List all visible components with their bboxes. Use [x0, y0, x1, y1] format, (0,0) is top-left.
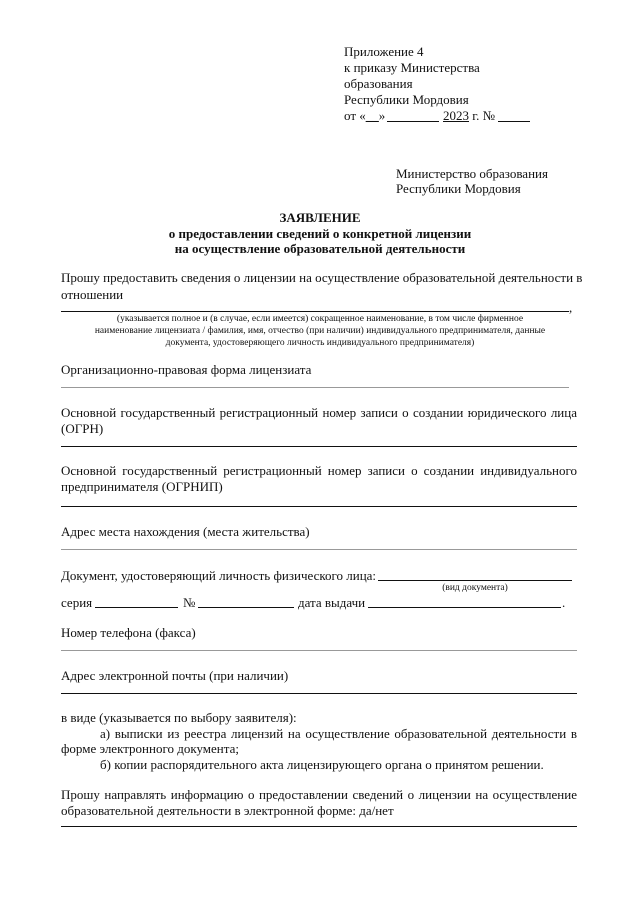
- title-line-1: ЗАЯВЛЕНИЕ: [279, 210, 361, 225]
- appendix-line-3: образования: [344, 76, 413, 91]
- order-number-blank: [498, 121, 530, 122]
- id-doc-hint: (вид документа): [442, 583, 508, 593]
- request-line-1: Прошу предоставить сведения о лицензии на осуществление образовательной деятельности в: [61, 270, 583, 285]
- address-label: Адрес места нахождения (места жительства): [61, 524, 310, 539]
- number-label: №: [183, 595, 196, 610]
- form-choice-option-b: б) копии распорядительного акта лицензирующего органа о принятом решении.: [100, 757, 544, 772]
- electronic-line-1: Прошу направлять информацию о предоставлении сведений о лицензии на осуществление: [61, 787, 577, 802]
- issue-date-period: .: [562, 595, 566, 610]
- email-field[interactable]: [61, 693, 577, 694]
- date-day-blank: __: [365, 108, 379, 123]
- ogrn-field[interactable]: [61, 446, 577, 447]
- addressee-line-1: Министерство образования: [396, 166, 548, 181]
- title-line-3: на осуществление образовательной деятельности: [174, 241, 466, 256]
- date-year-suffix: г. №: [472, 108, 496, 123]
- title-line-2: о предоставлении сведений о конкретной лицензии: [168, 226, 472, 241]
- date-year: [443, 108, 495, 123]
- ogrnip-field[interactable]: [61, 506, 577, 507]
- series-field[interactable]: [95, 607, 178, 608]
- address-field[interactable]: [61, 549, 577, 550]
- appendix-line-1: Приложение 4: [344, 44, 424, 59]
- number-field[interactable]: [198, 607, 294, 608]
- request-line-2: отношении: [61, 287, 124, 302]
- form-choice-option-a-line-1: а) выписки из реестра лицензий на осуществление образовательной деятельности в: [100, 726, 577, 741]
- licensee-name-field[interactable]: [61, 311, 569, 312]
- org-form-field[interactable]: [61, 387, 569, 388]
- phone-field[interactable]: [61, 650, 577, 651]
- date-month-blank: [387, 121, 439, 122]
- hint-name-line-2: наименование лицензиата / фамилия, имя, отчество (при наличии) индивидуального предпринимателя, данные: [94, 326, 546, 336]
- electronic-line-2: образовательной деятельности в электронной форме: да/нет: [61, 803, 394, 818]
- ogrnip-label-line-1: Основной государственный регистрационный номер записи о создании индивидуального: [61, 463, 577, 478]
- hint-name-line-3: документа, удостоверяющего личность индивидуального предпринимателя): [165, 338, 475, 348]
- id-doc-label: Документ, удостоверяющий личность физического лица:: [61, 568, 377, 583]
- date-prefix: от «: [344, 108, 366, 123]
- appendix-date-line: [344, 108, 385, 123]
- ogrnip-label-line-2: предпринимателя (ОГРНИП): [61, 479, 223, 494]
- hint-name-line-1: (указывается полное и (в случае, если имеется) сокращенное наименование, в том числе фирменное: [116, 314, 524, 324]
- electronic-answer-field[interactable]: [61, 826, 577, 827]
- id-doc-type-field[interactable]: [378, 580, 572, 581]
- email-label: Адрес электронной почты (при наличии): [61, 668, 289, 683]
- form-choice-option-a-line-2: форме электронного документа;: [61, 741, 239, 756]
- date-year-value: 2023: [443, 108, 469, 123]
- issue-date-field[interactable]: [368, 607, 561, 608]
- phone-label: Номер телефона (факса): [61, 625, 196, 640]
- ogrn-label-line-2: (ОГРН): [61, 421, 104, 436]
- issue-date-label: дата выдачи: [298, 595, 366, 610]
- appendix-line-2: к приказу Министерства: [344, 60, 480, 75]
- addressee-line-2: Республики Мордовия: [396, 181, 521, 196]
- form-choice-intro: в виде (указывается по выбору заявителя):: [61, 710, 297, 725]
- org-form-label: Организационно-правовая форма лицензиата: [61, 362, 312, 377]
- appendix-line-4: Республики Мордовия: [344, 92, 469, 107]
- date-mid: »: [378, 108, 386, 123]
- request-trailing-comma: ,: [569, 300, 573, 315]
- ogrn-label-line-1: Основной государственный регистрационный номер записи о создании юридического лица: [61, 405, 577, 420]
- series-label: серия: [61, 595, 93, 610]
